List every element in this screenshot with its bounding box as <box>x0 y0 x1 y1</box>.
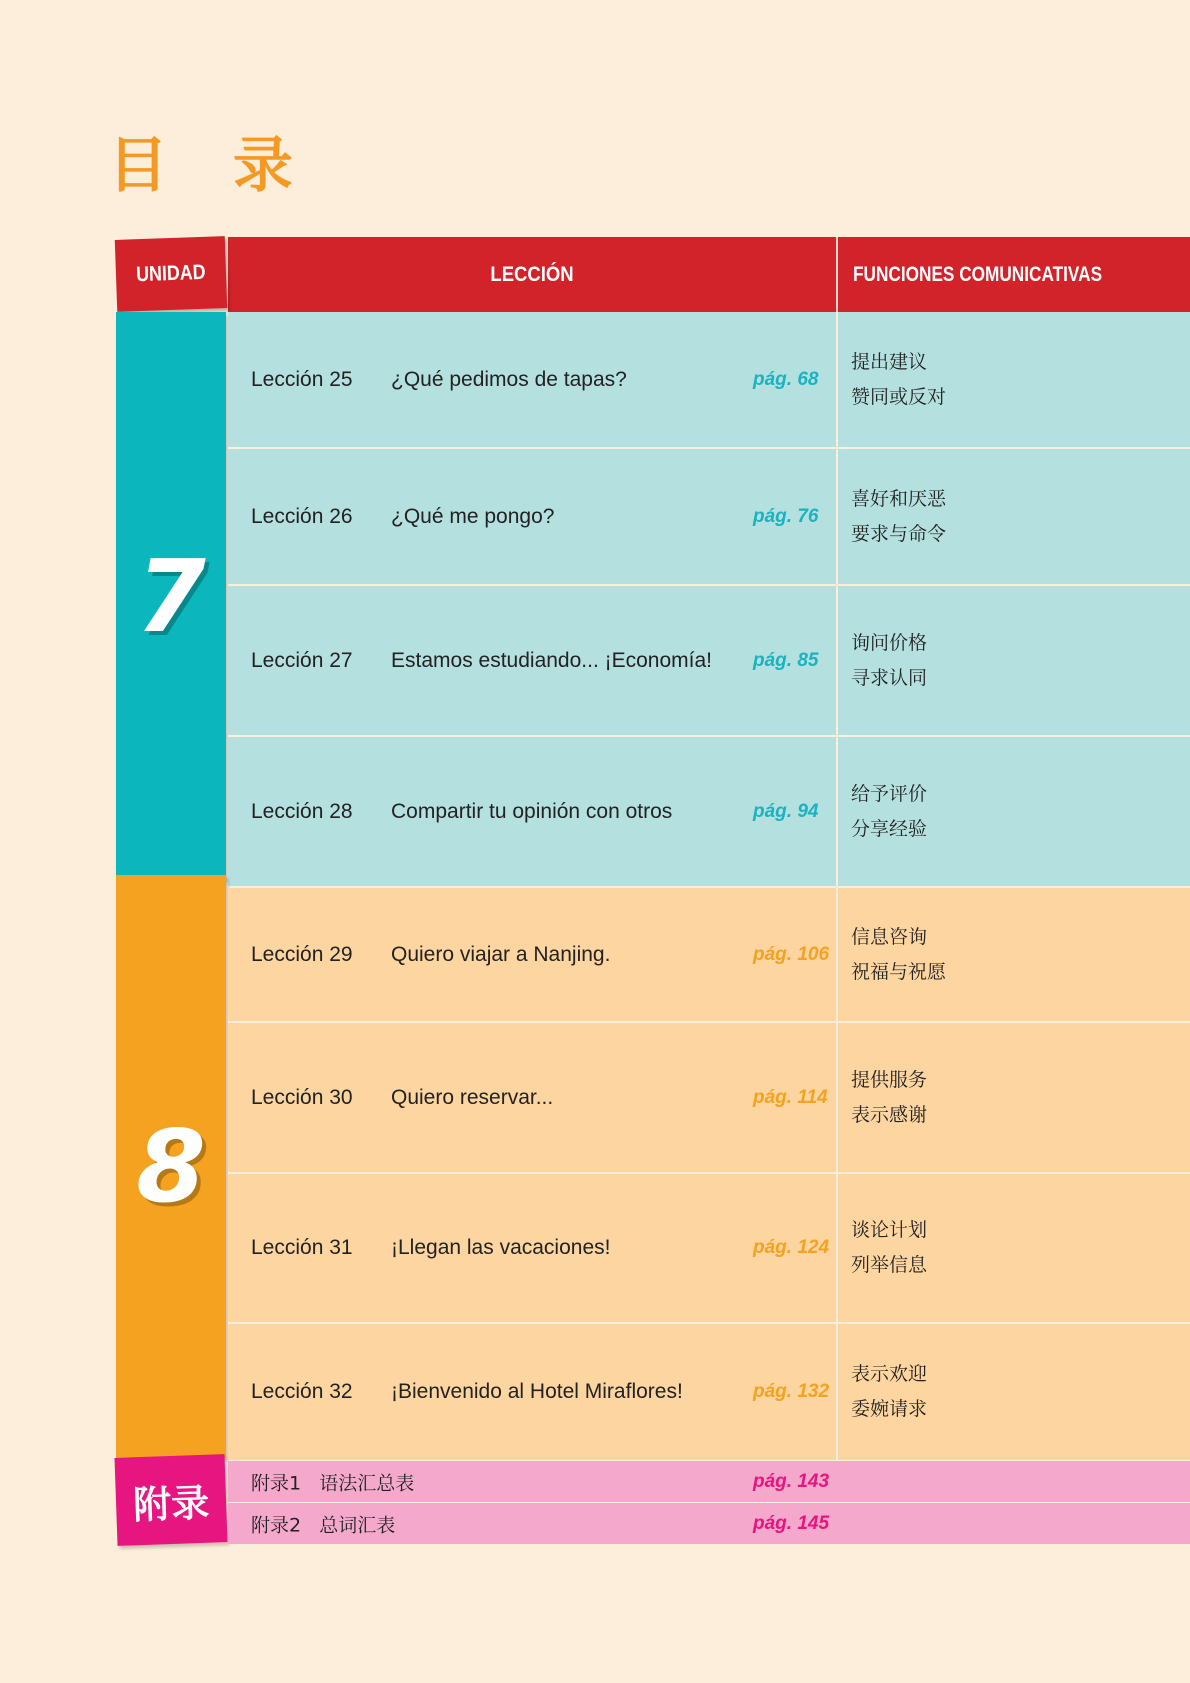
appendix-item-name: 附录2 总词汇表 <box>251 1514 396 1536</box>
header-unidad-tab <box>115 236 227 312</box>
function-item: 信息咨询 <box>851 925 928 948</box>
lesson-page[interactable]: pág. 114 <box>753 1086 828 1108</box>
lesson-row-28[interactable] <box>228 737 1190 888</box>
lesson-functions <box>851 482 946 552</box>
lesson-row-30[interactable] <box>228 1023 1190 1174</box>
lesson-page[interactable]: pág. 124 <box>753 1237 830 1258</box>
lesson-page[interactable]: pág. 76 <box>753 505 819 527</box>
lesson-number: Lección 25 <box>251 367 353 391</box>
function-item: 祝福与祝愿 <box>851 960 947 983</box>
appendix-row-2[interactable] <box>228 1503 1190 1544</box>
lesson-functions <box>851 1213 927 1283</box>
function-item: 谈论计划 <box>851 1219 928 1241</box>
unit-8-tab <box>116 875 226 1458</box>
page-title: 目 录 <box>108 131 315 201</box>
column-divider <box>836 737 838 886</box>
lesson-row-31[interactable] <box>228 1174 1190 1324</box>
lesson-title: ¿Qué pedimos de tapas? <box>391 367 627 391</box>
appendix-row-1[interactable] <box>228 1461 1190 1502</box>
function-item: 给予评价 <box>851 782 928 805</box>
function-item: 委婉请求 <box>851 1398 928 1420</box>
header-divider <box>836 237 838 312</box>
lesson-title: ¿Qué me pongo? <box>391 504 555 528</box>
lesson-number: Lección 30 <box>251 1085 353 1109</box>
function-item: 列举信息 <box>851 1254 928 1276</box>
appendix-item-page[interactable]: pág. 145 <box>753 1512 830 1534</box>
appendix-tab <box>114 1454 227 1546</box>
lesson-page[interactable]: pág. 85 <box>753 649 819 671</box>
lesson-functions <box>851 345 946 415</box>
lesson-functions <box>851 626 927 696</box>
header-funciones: FUNCIONES COMUNICATIVAS <box>853 262 1103 286</box>
lesson-number: Lección 27 <box>251 648 353 672</box>
appendix-label: 附录 <box>132 1480 210 1527</box>
lesson-number: Lección 32 <box>251 1380 353 1403</box>
lesson-page[interactable]: pág. 94 <box>753 800 819 822</box>
column-divider <box>836 449 838 584</box>
function-item: 提供服务 <box>851 1068 928 1091</box>
column-divider <box>836 1174 838 1322</box>
lesson-page[interactable]: pág. 132 <box>753 1381 830 1402</box>
lesson-number: Lección 29 <box>251 942 353 966</box>
lesson-title: ¡Llegan las vacaciones! <box>391 1236 611 1259</box>
lesson-page[interactable]: pág. 106 <box>753 943 830 965</box>
appendix-item-page[interactable]: pág. 143 <box>753 1470 830 1492</box>
lesson-title: Compartir tu opinión con otros <box>391 799 673 823</box>
lesson-functions <box>851 920 946 990</box>
lesson-row-32[interactable] <box>228 1324 1190 1460</box>
lesson-functions <box>851 1357 927 1427</box>
header-leccion: LECCIÓN <box>490 262 574 286</box>
function-item: 赞同或反对 <box>851 385 947 408</box>
appendix-item-name: 附录1 语法汇总表 <box>251 1472 415 1494</box>
lesson-title: ¡Bienvenido al Hotel Miraflores! <box>391 1380 683 1403</box>
lesson-number: Lección 26 <box>251 504 353 528</box>
function-item: 寻求认同 <box>851 666 928 689</box>
unit-7-tab <box>116 312 226 880</box>
function-item: 分享经验 <box>851 817 928 840</box>
function-item: 要求与命令 <box>851 522 947 545</box>
lesson-title: Estamos estudiando... ¡Economía! <box>391 648 712 672</box>
function-item: 表示感谢 <box>851 1103 928 1126</box>
lesson-functions <box>851 777 927 847</box>
unit-7-number: 7 <box>136 537 206 655</box>
lesson-page[interactable]: pág. 68 <box>753 368 819 390</box>
column-divider <box>836 586 838 735</box>
column-divider <box>836 888 838 1021</box>
column-divider <box>836 1023 838 1172</box>
function-item: 询问价格 <box>851 631 928 654</box>
lesson-row-26[interactable] <box>228 449 1190 586</box>
column-divider <box>836 312 838 447</box>
function-item: 喜好和厌恶 <box>851 487 947 510</box>
lesson-number: Lección 28 <box>251 799 353 823</box>
column-divider <box>836 1324 838 1460</box>
lesson-row-27[interactable] <box>228 586 1190 737</box>
lesson-row-29[interactable] <box>228 888 1190 1023</box>
lesson-functions <box>851 1063 927 1133</box>
function-item: 提出建议 <box>851 350 928 373</box>
lesson-title: Quiero reservar... <box>391 1085 554 1109</box>
function-item: 表示欢迎 <box>851 1363 928 1385</box>
header-unidad-label: UNIDAD <box>135 260 207 287</box>
lesson-title: Quiero viajar a Nanjing. <box>391 942 611 966</box>
lesson-number: Lección 31 <box>251 1236 353 1259</box>
lesson-row-25[interactable] <box>228 312 1190 449</box>
unit-8-number: 8 <box>136 1108 206 1225</box>
